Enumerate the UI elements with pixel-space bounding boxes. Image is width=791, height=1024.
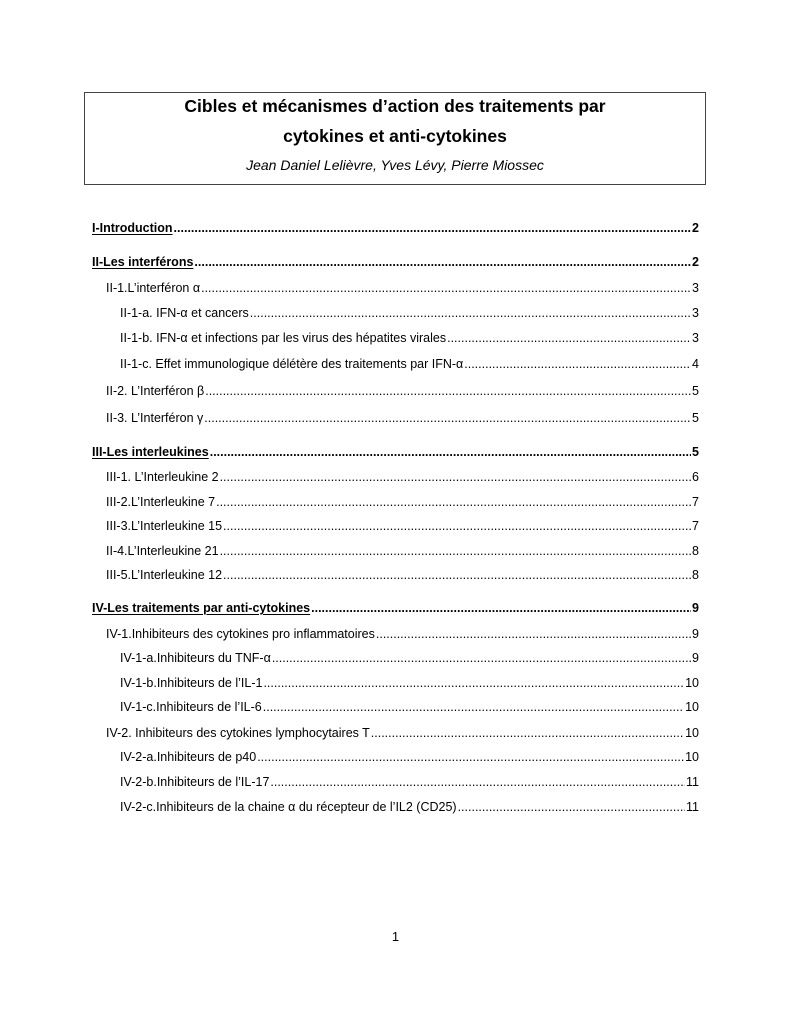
toc-dot-leader	[220, 543, 691, 559]
toc-entry-page: 6	[692, 470, 699, 484]
toc-dot-leader	[257, 749, 684, 765]
toc-entry-page: 9	[692, 627, 699, 641]
toc-entry-label: II-3. L’Interféron γ	[106, 411, 204, 425]
toc-entry[interactable]	[106, 518, 699, 534]
toc-entry[interactable]	[106, 626, 699, 642]
toc-entry-label: III-3.L’Interleukine 15	[106, 519, 223, 533]
toc-entry[interactable]	[106, 567, 699, 583]
toc-dot-leader	[458, 799, 685, 815]
toc-dot-leader	[272, 650, 691, 666]
toc-entry[interactable]	[92, 220, 699, 236]
toc-dot-leader	[210, 444, 691, 460]
toc-dot-leader	[376, 626, 691, 642]
toc-entry[interactable]	[106, 725, 699, 741]
toc-entry-label: IV-2-b.Inhibiteurs de l’IL-17	[120, 775, 270, 789]
toc-dot-leader	[205, 383, 691, 399]
toc-dot-leader	[270, 774, 685, 790]
toc-entry-page: 10	[685, 750, 699, 764]
toc-dot-leader	[216, 494, 691, 510]
toc-entry-label: II-4.L’Interleukine 21	[106, 544, 219, 558]
toc-entry-page: 8	[692, 544, 699, 558]
toc-entry-label: III-1. L’Interleukine 2	[106, 470, 219, 484]
toc-entry-page: 10	[685, 676, 699, 690]
toc-dot-leader	[371, 725, 684, 741]
toc-entry-label: IV-2. Inhibiteurs des cytokines lymphocytaires T	[106, 726, 370, 740]
toc-entry[interactable]	[120, 749, 699, 765]
toc-entry-page: 7	[692, 519, 699, 533]
toc-entry[interactable]	[106, 383, 699, 399]
toc-entry-label: IV-1-c.Inhibiteurs de l’IL-6	[120, 700, 262, 714]
toc-dot-leader	[201, 280, 691, 296]
toc-entry-label: IV-2-a.Inhibiteurs de p40	[120, 750, 257, 764]
toc-entry-label: IV-1-b.Inhibiteurs de l’IL-1	[120, 676, 263, 690]
toc-entry[interactable]	[106, 469, 699, 485]
toc-entry-page: 5	[692, 384, 699, 398]
toc-entry-page: 11	[686, 775, 699, 789]
toc-entry[interactable]	[120, 305, 699, 321]
toc-entry-page: 10	[685, 726, 699, 740]
toc-dot-leader	[447, 330, 691, 346]
title-box	[84, 92, 706, 185]
toc-entry-page: 11	[686, 800, 699, 814]
toc-entry-label: II-1-b. IFN-α et infections par les virus des hépatites virales	[120, 331, 447, 345]
toc-entry-label: II-1.L’interféron α	[106, 281, 201, 295]
toc-entry[interactable]	[120, 799, 699, 815]
toc-entry-label: II-Les interférons	[92, 255, 194, 269]
toc-dot-leader	[263, 699, 684, 715]
toc-entry[interactable]	[120, 330, 699, 346]
toc-entry-page: 9	[692, 601, 699, 615]
toc-dot-leader	[204, 410, 691, 426]
toc-entry-page: 2	[692, 221, 699, 235]
toc-dot-leader	[250, 305, 691, 321]
toc-entry[interactable]	[120, 675, 699, 691]
toc-entry-label: III-5.L’Interleukine 12	[106, 568, 223, 582]
toc-dot-leader	[223, 567, 691, 583]
toc-entry-page: 9	[692, 651, 699, 665]
toc-entry-label: II-1-a. IFN-α et cancers	[120, 306, 249, 320]
toc-entry-page: 2	[692, 255, 699, 269]
toc-entry-page: 7	[692, 495, 699, 509]
toc-entry[interactable]	[106, 280, 699, 296]
toc-entry-page: 5	[692, 411, 699, 425]
toc-entry[interactable]	[120, 650, 699, 666]
document-title-line-2: cytokines et anti-cytokines	[283, 126, 507, 146]
toc-entry[interactable]	[92, 254, 699, 270]
page-number: 1	[391, 929, 400, 944]
toc-entry-label: III-2.L’Interleukine 7	[106, 495, 216, 509]
toc-entry-page: 3	[692, 306, 699, 320]
toc-entry[interactable]	[120, 774, 699, 790]
toc-entry-label: IV-Les traitements par anti-cytokines	[92, 601, 311, 615]
toc-entry-label: I-Introduction	[92, 221, 173, 235]
document-title-line-1: Cibles et mécanismes d’action des traitements par	[184, 96, 606, 116]
toc-entry-page: 5	[692, 445, 699, 459]
toc-entry[interactable]	[92, 600, 699, 616]
toc-entry-page: 10	[685, 700, 699, 714]
toc-entry-page: 4	[692, 357, 699, 371]
toc-dot-leader	[311, 600, 691, 616]
toc-dot-leader	[220, 469, 691, 485]
toc-entry[interactable]	[106, 543, 699, 559]
toc-entry[interactable]	[92, 444, 699, 460]
toc-entry-label: IV-1-a.Inhibiteurs du TNF-α	[120, 651, 271, 665]
toc-dot-leader	[263, 675, 684, 691]
toc-entry-label: III-Les interleukines	[92, 445, 209, 459]
toc-entry-label: IV-2-c.Inhibiteurs de la chaine α du récepteur de l’IL2 (CD25)	[120, 800, 457, 814]
toc-entry[interactable]	[120, 699, 699, 715]
toc-entry-page: 8	[692, 568, 699, 582]
toc-dot-leader	[194, 254, 691, 270]
toc-entry-page: 3	[692, 281, 699, 295]
toc-entry[interactable]	[120, 356, 699, 372]
toc-entry-label: II-2. L’Interféron β	[106, 384, 205, 398]
toc-entry-label: IV-1.Inhibiteurs des cytokines pro inflammatoires	[106, 627, 375, 641]
toc-dot-leader	[223, 518, 691, 534]
toc-entry[interactable]	[106, 410, 699, 426]
toc-dot-leader	[174, 220, 692, 236]
toc-entry-page: 3	[692, 331, 699, 345]
toc-entry[interactable]	[106, 494, 699, 510]
toc-dot-leader	[464, 356, 691, 372]
document-authors: Jean Daniel Lelièvre, Yves Lévy, Pierre Miossec	[246, 157, 544, 173]
toc-entry-label: II-1-c. Effet immunologique délétère des traitements par IFN-α	[120, 357, 464, 371]
